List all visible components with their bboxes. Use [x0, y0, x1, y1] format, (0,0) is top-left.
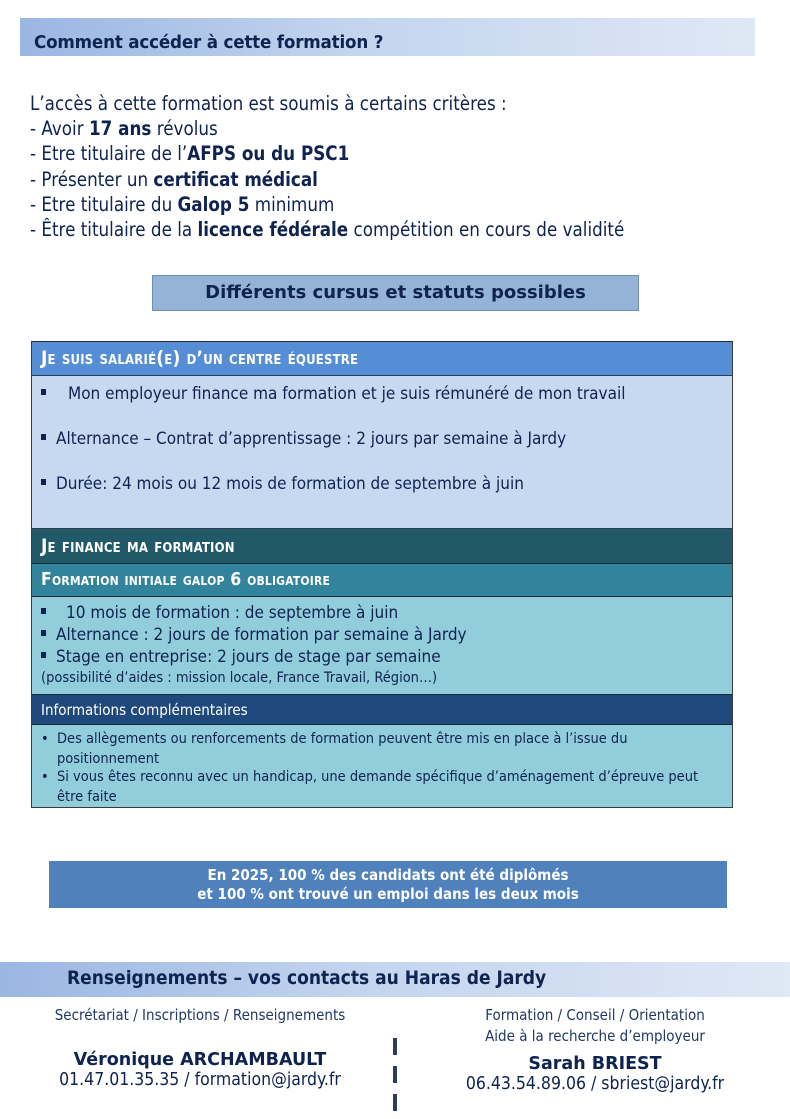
- criteria-item: [30, 167, 752, 192]
- criteria-emphasis: 17 ans: [88, 117, 152, 141]
- salarie-header-row: [32, 342, 732, 376]
- contact-role: Secrétariat / Inscriptions / Renseignements: [54, 1006, 346, 1024]
- contact-phone-email[interactable]: 06.43.54.89.06 / sbriest@jardy.fr: [465, 1074, 725, 1094]
- info-header-row: [32, 695, 732, 725]
- criteria-emphasis: licence fédérale: [197, 218, 349, 242]
- info-item: [41, 729, 721, 769]
- salarie-body: [32, 376, 732, 529]
- contacts-title: Renseignements – vos contacts au Haras de Jardy: [67, 967, 547, 989]
- access-section-header: [20, 18, 755, 56]
- square-bullet-icon: [41, 434, 46, 440]
- contact-role: Formation / Conseil / Orientation: [485, 1006, 705, 1024]
- finance-item: [41, 647, 441, 667]
- criteria-text: minimum: [249, 192, 335, 216]
- criteria-text: - Etre titulaire du: [30, 192, 178, 216]
- cursus-title: Différents cursus et statuts possibles: [205, 282, 586, 303]
- stats-line-2: et 100 % ont trouvé un emploi dans les deux mois: [197, 885, 579, 903]
- contact-name: Sarah BRIEST: [528, 1054, 662, 1074]
- divider-dash: [393, 1094, 397, 1111]
- initiale-header-row: [32, 564, 732, 597]
- initiale-heading: Formation initiale galop 6 obligatoire: [41, 570, 331, 590]
- square-bullet-icon: [41, 652, 46, 658]
- salarie-item-text: Mon employeur finance ma formation et je suis rémunéré de mon travail: [68, 384, 626, 404]
- dot-bullet-icon: •: [41, 769, 49, 785]
- stats-line-1: En 2025, 100 % des candidats ont été diplômés: [207, 866, 569, 884]
- criteria-item: [30, 141, 752, 166]
- salarie-item: [41, 384, 625, 404]
- contact-card-right: [415, 1005, 775, 1094]
- square-bullet-icon: [41, 479, 46, 485]
- square-bullet-icon: [41, 608, 46, 614]
- finance-item: [41, 625, 467, 645]
- cursus-table: [31, 341, 733, 808]
- info-heading: Informations complémentaires: [41, 701, 248, 719]
- finance-header-row: [32, 529, 732, 564]
- contact-phone-email[interactable]: 01.47.01.35.35 / formation@jardy.fr: [59, 1070, 341, 1090]
- info-item: [41, 767, 721, 807]
- salarie-item-text: Alternance – Contrat d’apprentissage : 2 jours par semaine à Jardy: [56, 429, 567, 449]
- square-bullet-icon: [41, 630, 46, 636]
- criteria-intro: L’accès à cette formation est soumis à certains critères :: [30, 92, 507, 115]
- criteria-item: [30, 217, 752, 242]
- criteria-emphasis: AFPS ou du PSC1: [187, 142, 350, 166]
- finance-item: [41, 603, 398, 623]
- info-body: [32, 725, 732, 807]
- info-item-text: Si vous êtes reconnu avec un handicap, une demande spécifique d’aménagement d’épreuve peut être faite: [57, 769, 699, 805]
- salarie-heading: Je suis salarié(e) d’un centre équestre: [41, 347, 359, 369]
- square-bullet-icon: [41, 389, 46, 395]
- finance-aid-note: (possibilité d’aides : mission locale, France Travail, Région…): [41, 670, 438, 686]
- criteria-text: révolus: [151, 117, 218, 141]
- finance-heading: Je finance ma formation: [41, 535, 235, 557]
- criteria-emphasis: Galop 5: [177, 192, 250, 216]
- contacts-section-header: [0, 962, 790, 997]
- initiale-body: [32, 597, 732, 695]
- access-section-title: Comment accéder à cette formation ?: [34, 32, 384, 53]
- success-stats-box: [49, 861, 727, 908]
- contact-role: Aide à la recherche d’employeur: [485, 1027, 705, 1045]
- salarie-item: [41, 474, 524, 494]
- salarie-item: [41, 429, 566, 449]
- divider-dash: [393, 1066, 397, 1083]
- divider-dash: [393, 1038, 397, 1055]
- criteria-item: [30, 116, 752, 141]
- criteria-text: - Être titulaire de la: [30, 218, 198, 242]
- info-item-text: Des allègements ou renforcements de formation peuvent être mis en place à l’issue du positionnement: [57, 731, 628, 767]
- finance-item-text: 10 mois de formation : de septembre à juin: [66, 603, 399, 623]
- criteria-text: compétition en cours de validité: [348, 218, 625, 242]
- criteria-item: [30, 192, 752, 217]
- dot-bullet-icon: •: [41, 731, 49, 747]
- criteria-text: - Présenter un: [30, 167, 154, 191]
- finance-item-text: Stage en entreprise: 2 jours de stage par semaine: [56, 647, 441, 667]
- criteria-emphasis: certificat médical: [153, 167, 318, 191]
- criteria-text: - Avoir: [30, 117, 89, 141]
- access-criteria: [30, 91, 752, 242]
- salarie-item-text: Durée: 24 mois ou 12 mois de formation de septembre à juin: [56, 474, 524, 494]
- cursus-title-box: [152, 275, 639, 311]
- contact-name: Véronique ARCHAMBAULT: [73, 1050, 327, 1070]
- criteria-text: - Etre titulaire de l’: [30, 142, 188, 166]
- contact-card-left: [20, 1005, 380, 1090]
- finance-item-text: Alternance : 2 jours de formation par semaine à Jardy: [56, 625, 467, 645]
